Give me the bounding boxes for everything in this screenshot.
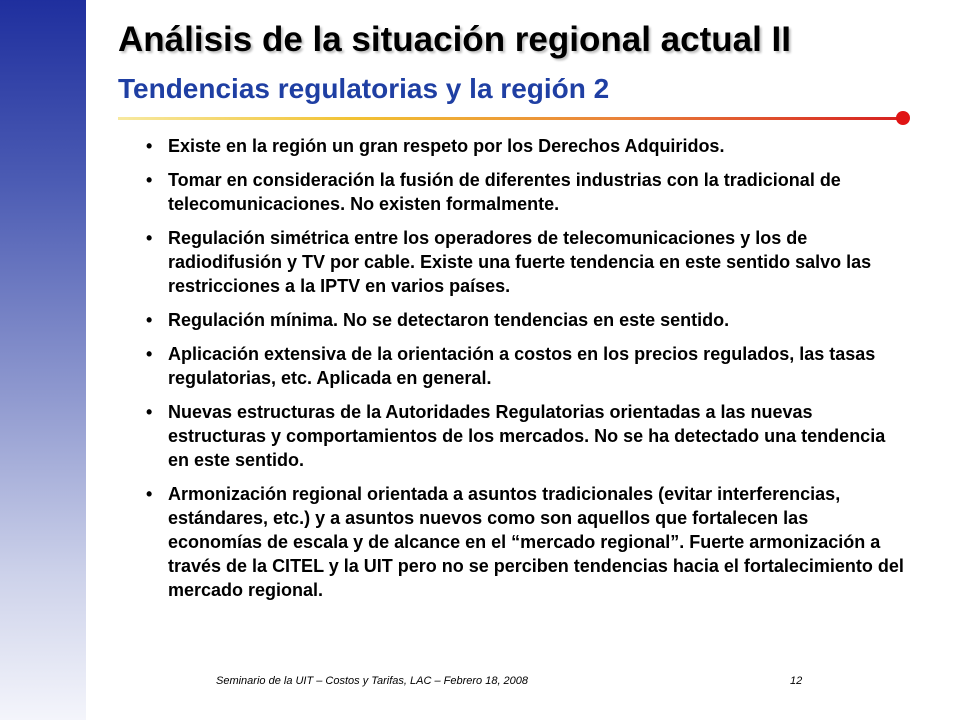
underline-end-dot xyxy=(896,111,910,125)
bullet-text: Armonización regional orientada a asuntos tradicionales (evitar interferencias, estándares, etc.) y a asuntos nuevos como son aquellos que fortalecen las economías de escala y de alcance en el “mercado regional”. Fuerte armonización a través de la CITEL y la UIT pero no se perciben tendencias hacia el fortalecimiento del mercado regional. xyxy=(168,484,904,600)
bullet-item xyxy=(146,342,906,390)
bullet-marker: • xyxy=(146,310,153,330)
bullet-marker: • xyxy=(146,402,153,422)
bullet-marker: • xyxy=(146,136,153,156)
bullet-list xyxy=(146,134,906,612)
bullet-text: Nuevas estructuras de la Autoridades Regulatorias orientadas a las nuevas estructuras y comportamientos de los mercados. No se ha detectado una tendencia en este sentido. xyxy=(168,402,886,470)
bullet-text: Tomar en consideración la fusión de diferentes industrias con la tradicional de telecomunicaciones. No existen formalmente. xyxy=(168,170,841,214)
bullet-item xyxy=(146,308,906,332)
bullet-item xyxy=(146,482,906,602)
bullet-marker: • xyxy=(146,344,153,364)
bullet-marker: • xyxy=(146,170,153,190)
bullet-text: Regulación mínima. No se detectaron tendencias en este sentido. xyxy=(168,310,730,330)
bullet-text: Existe en la región un gran respeto por los Derechos Adquiridos. xyxy=(168,136,725,156)
title-underline xyxy=(118,117,903,120)
slide-footer: Seminario de la UIT – Costos y Tarifas, LAC – Febrero 18, 2008 xyxy=(216,675,529,687)
page-number: 12 xyxy=(790,675,803,687)
bullet-text: Regulación simétrica entre los operadores de telecomunicaciones y los de radiodifusión y TV por cable. Existe una fuerte tendencia en este sentido salvo las restricciones a la IPTV en varios países. xyxy=(168,228,872,296)
slide-subtitle: Tendencias regulatorias y la región 2 xyxy=(118,73,610,104)
bullet-text: Aplicación extensiva de la orientación a costos en los precios regulados, las tasas regulatorias, etc. Aplicada en general. xyxy=(168,344,876,388)
bullet-item xyxy=(146,226,906,298)
bullet-marker: • xyxy=(146,484,153,504)
bullet-marker: • xyxy=(146,228,153,248)
left-gradient-band xyxy=(0,0,86,720)
bullet-item xyxy=(146,168,906,216)
slide-title: Análisis de la situación regional actual II xyxy=(118,20,791,59)
bullet-item xyxy=(146,134,906,158)
bullet-item xyxy=(146,400,906,472)
